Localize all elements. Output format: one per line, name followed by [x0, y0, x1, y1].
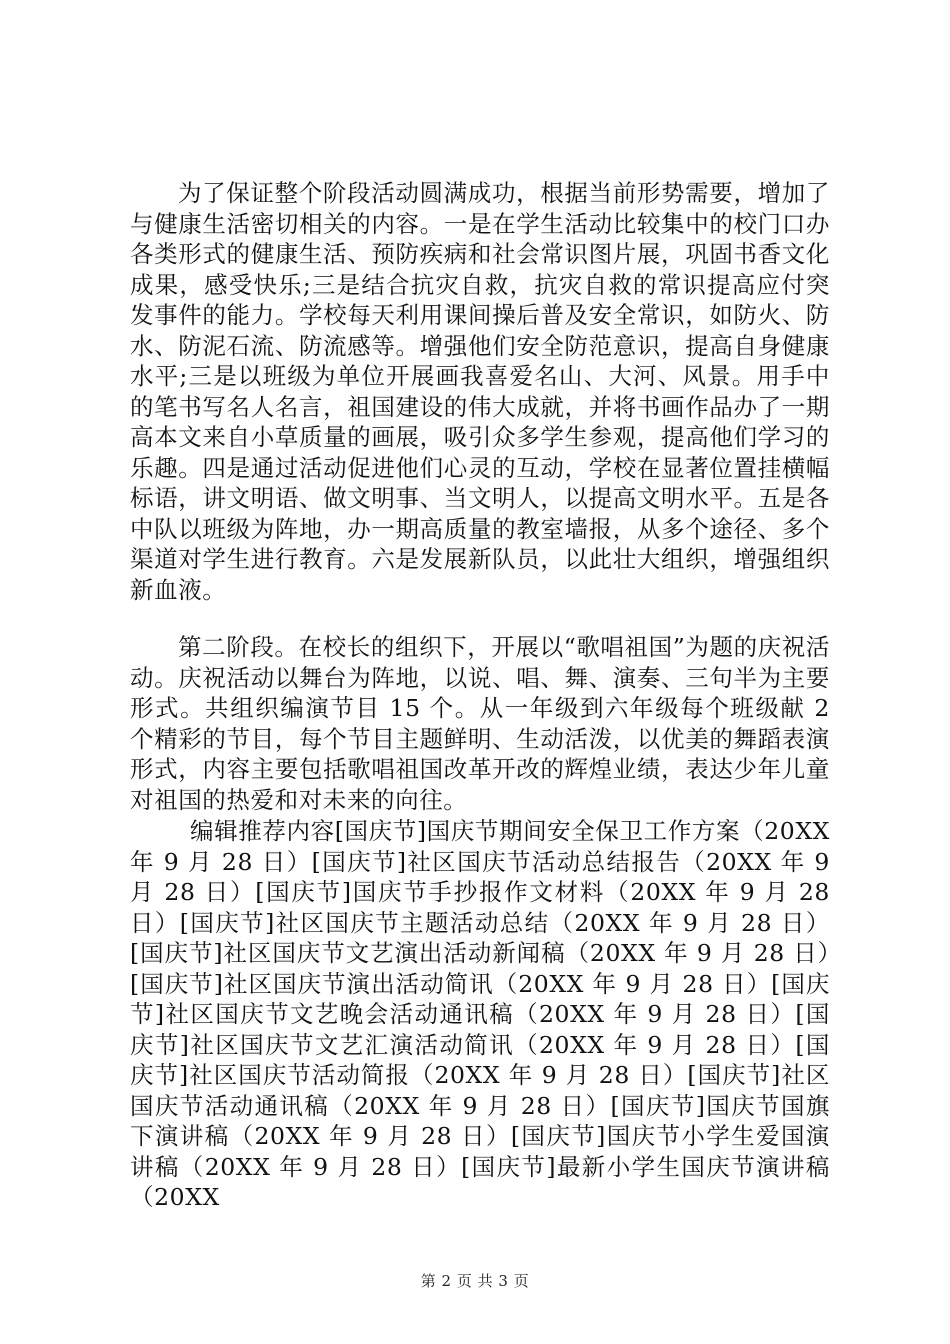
body-paragraph-recommended: 编辑推荐内容[国庆节]国庆节期间安全保卫工作方案（20XX 年 9 月 28 日）[国庆节]社区国庆节活动总结报告（20XX 年 9 月 28 日）[国庆节]国庆节手抄报作文材料（20XX 年 9 月 28 日）[国庆节]社区国庆节主题活动总结（20XX 年 9 月 28 日）[国庆节]社区国庆节文艺演出活动新闻稿（20XX 年 9 月 28 日）[国庆节]社区国庆节演出活动简讯（20XX 年 9 月 28 日）[国庆节]社区国庆节文艺晚会活动通讯稿（20XX 年 9 月 28 日）[国庆节]社区国庆节文艺汇演活动简讯（20XX 年 9 月 28 日）[国庆节]社区国庆节活动简报（20XX 年 9 月 28 日）[国庆节]社区国庆节活动通讯稿（20XX 年 9 月 28 日）[国庆节]国庆节国旗下演讲稿（20XX 年 9 月 28 日）[国庆节]国庆节小学生爱国演讲稿（20XX 年 9 月 28 日）[国庆节]最新小学生国庆节演讲稿（20XX [130, 817, 830, 1211]
body-paragraph-stage-two: 第二阶段。在校长的组织下，开展以“歌唱祖国”为题的庆祝活动。庆祝活动以舞台为阵地，以说、唱、舞、演奏、三句半为主要形式。共组织编演节目 15 个。从一年级到六年级每个班级献 2 个精彩的节目，每个节目主题鲜明、生动活泼，以优美的舞蹈表演形式，内容主要包括歌唱祖国改革开改的辉煌业绩，表达少年儿童对祖国的热爱和对未来的向往。 [130, 633, 830, 814]
page-footer: 第 2 页 共 3 页 [420, 1272, 530, 1290]
body-paragraph-activities: 为了保证整个阶段活动圆满成功，根据当前形势需要，增加了与健康生活密切相关的内容。一是在学生活动比较集中的校门口办各类形式的健康生活、预防疾病和社会常识图片展，巩固书香文化成果，感受快乐;三是结合抗灾自救，抗灾自救的常识提高应付突发事件的能力。学校每天利用课间操后普及安全常识，如防火、防水、防泥石流、防流感等。增强他们安全防范意识，提高自身健康水平;三是以班级为单位开展画我喜爱名山、大河、风景。用手中的笔书写名人名言，祖国建设的伟大成就，并将书画作品办了一期高本文来自小草质量的画展，吸引众多学生参观，提高他们学习的乐趣。四是通过活动促进他们心灵的互动，学校在显著位置挂横幅标语，讲文明语、做文明事、当文明人，以提高文明水平。五是各中队以班级为阵地，办一期高质量的教室墙报，从多个途径、多个渠道对学生进行教育。六是发展新队员，以此壮大组织，增强组织新血液。 [130, 179, 830, 604]
